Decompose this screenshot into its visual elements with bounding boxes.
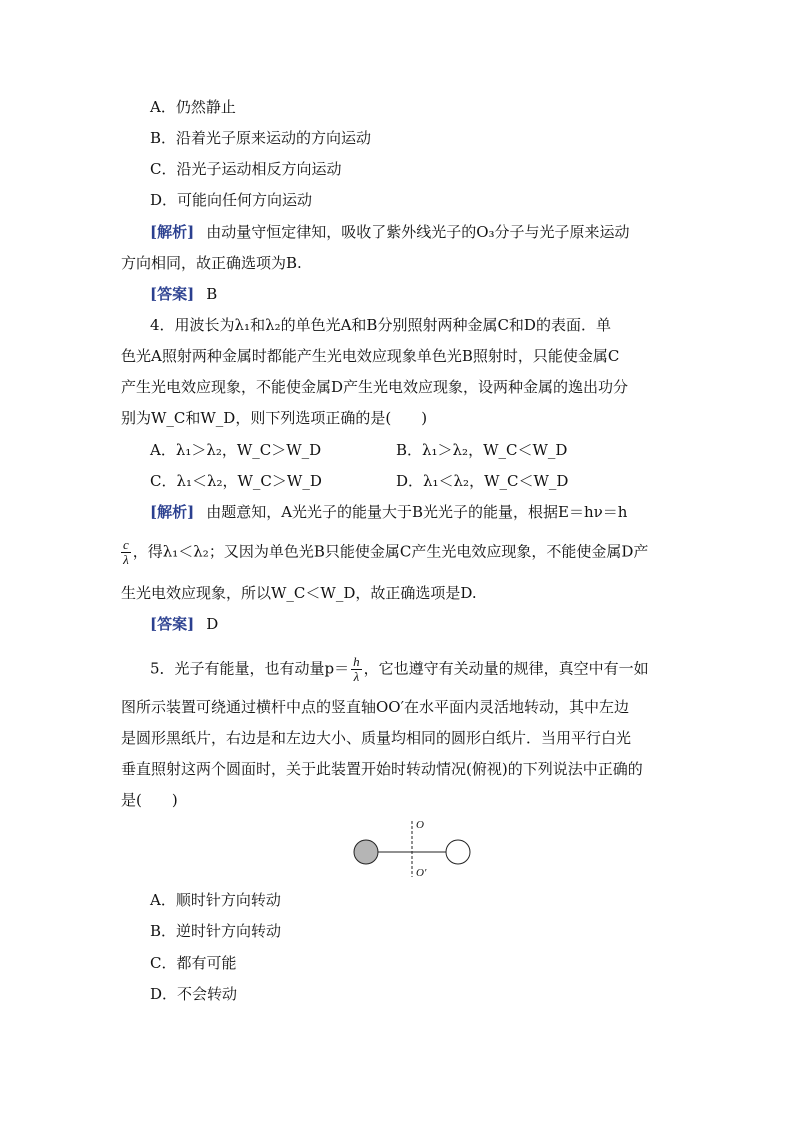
analysis-tag: [解析]: [150, 503, 195, 521]
q3-option-d: D．可能向任何方向运动: [150, 191, 313, 209]
q3-analysis-text-1: 由动量守恒定律知，吸收了紫外线光子的O₃分子与光子原来运动: [206, 223, 630, 241]
q5-option-d: D．不会转动: [150, 985, 238, 1003]
q4-analysis-text-2: ，得λ₁＜λ₂；又因为单色光B只能使金属C产生光电效应现象，不能使金属D产: [132, 542, 649, 561]
q4-analysis-row-2: [119, 538, 648, 567]
rotating-rod-figure: [340, 815, 480, 883]
q4-stem-2: 色光A照射两种金属时都能产生光电效应现象单色光B照射时，只能使金属C: [121, 347, 620, 365]
q4-option-a: A．λ₁＞λ₂，W_C＞W_D: [150, 441, 322, 459]
q4-stem-4: 别为W_C和W_D，则下列选项正确的是( ): [121, 409, 428, 427]
answer-tag: [答案]: [150, 615, 195, 633]
q3-answer: [150, 283, 217, 305]
fraction: [121, 538, 131, 567]
q5-stem-4: 垂直照射这两个圆面时，关于此装置开始时转动情况(俯视)的下列说法中正确的: [121, 760, 643, 778]
q4-option-b: B．λ₁＞λ₂，W_C＜W_D: [396, 441, 568, 459]
q3-option-b: B．沿着光子原来运动的方向运动: [150, 129, 372, 147]
fraction-numerator: h: [353, 654, 360, 669]
white-disc: [446, 840, 470, 864]
black-disc: [354, 840, 378, 864]
q4-option-d: D．λ₁＜λ₂，W_C＜W_D: [396, 472, 569, 490]
q4-analysis-text-1: 由题意知，A光光子的能量大于B光光子的能量，根据E＝hν＝h: [206, 503, 628, 521]
q5-stem-3: 是圆形黑纸片，右边是和左边大小、质量均相同的圆形白纸片．当用平行白光: [121, 729, 632, 747]
q5-option-a: A．顺时针方向转动: [150, 891, 281, 909]
q4-answer-value: D: [206, 615, 219, 633]
q4-analysis-text-3: 生光电效应现象，所以W_C＜W_D，故正确选项是D.: [121, 584, 477, 602]
q3-analysis: [150, 221, 630, 243]
q5-option-c: C．都有可能: [150, 954, 237, 972]
q4-stem-3: 产生光电效应现象，不能使金属D产生光电效应现象，设两种金属的逸出功分: [121, 378, 629, 396]
q4-option-c: C．λ₁＜λ₂，W_C＞W_D: [150, 472, 322, 490]
answer-tag: [答案]: [150, 285, 195, 303]
q5-stem-pre: 5．光子有能量，也有动量p＝: [150, 659, 350, 678]
q5-stem-5: 是( ): [121, 791, 178, 809]
q5-stem-2: 图所示装置可绕通过横杆中点的竖直轴OO′在水平面内灵活地转动，其中左边: [121, 698, 630, 716]
q3-answer-value: B: [206, 285, 218, 303]
q4-answer: [150, 613, 218, 635]
q3-option-a: A．仍然静止: [150, 98, 236, 116]
q4-analysis: [150, 501, 627, 523]
fraction-denominator: λ: [353, 669, 360, 684]
axis-label-bottom: O′: [416, 867, 427, 879]
analysis-tag: [解析]: [150, 223, 195, 241]
q4-stem-1: 4．用波长为λ₁和λ₂的单色光A和B分别照射两种金属C和D的表面．单: [150, 316, 611, 334]
q3-analysis-text-2: 方向相同，故正确选项为B.: [121, 254, 302, 272]
q5-stem-post: ，它也遵守有关动量的规律，真空中有一如: [363, 659, 649, 678]
q3-option-c: C．沿光子运动相反方向运动: [150, 160, 342, 178]
fraction-numerator: c: [123, 537, 129, 552]
axis-label-top: O: [416, 819, 424, 831]
fraction-denominator: λ: [123, 552, 129, 567]
q5-option-b: B．逆时针方向转动: [150, 922, 282, 940]
fraction: [351, 655, 362, 684]
q5-stem-1: [150, 655, 649, 684]
rod-diagram: [340, 815, 480, 883]
